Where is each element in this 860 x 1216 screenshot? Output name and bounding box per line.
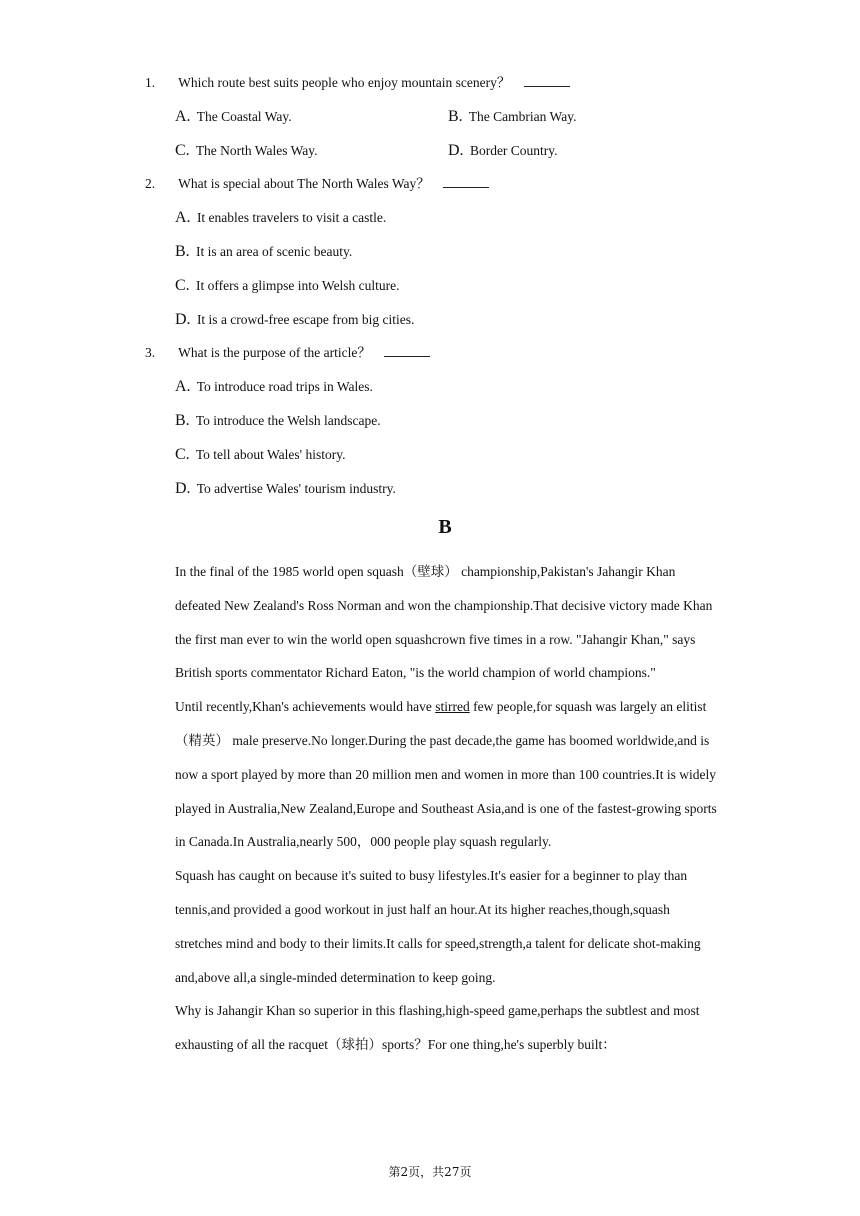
option-text: To introduce road trips in Wales. bbox=[196, 379, 373, 394]
section-title: B bbox=[438, 516, 452, 538]
option-text: It enables travelers to visit a castle. bbox=[196, 210, 387, 225]
option-2b bbox=[175, 243, 352, 261]
question-text: Which route best suits people who enjoy mountain scenery？ bbox=[178, 75, 511, 90]
option-letter: D. bbox=[175, 311, 191, 328]
question-text: What is special about The North Wales Way？ bbox=[178, 176, 430, 191]
option-letter: D. bbox=[175, 480, 191, 497]
option-3c bbox=[175, 446, 345, 464]
answer-blank bbox=[524, 74, 570, 87]
question-text: What is the purpose of the article？ bbox=[178, 345, 371, 360]
question-number: 3. bbox=[145, 345, 156, 360]
option-1d bbox=[448, 142, 558, 160]
option-letter: A. bbox=[175, 209, 191, 226]
option-3b bbox=[175, 412, 381, 430]
option-text: Border Country. bbox=[469, 143, 558, 158]
option-1b bbox=[448, 108, 576, 126]
question-1 bbox=[145, 74, 570, 92]
option-text: It is an area of scenic beauty. bbox=[196, 244, 353, 259]
option-2c bbox=[175, 277, 400, 295]
option-text: The Coastal Way. bbox=[196, 109, 292, 124]
option-letter: C. bbox=[175, 446, 190, 463]
option-3a bbox=[175, 378, 373, 396]
passage-paragraph-4: Why is Jahangir Khan so superior in this flashing,high-speed game,perhaps the subtlest and most exhausting of all the racquet（球拍）sports？For one thing,he's superbly built： bbox=[175, 1003, 700, 1053]
option-letter: B. bbox=[175, 412, 190, 429]
option-2d bbox=[175, 311, 414, 329]
option-text: It offers a glimpse into Welsh culture. bbox=[196, 278, 400, 293]
answer-blank bbox=[384, 344, 430, 357]
question-number: 1. bbox=[145, 75, 156, 90]
option-letter: A. bbox=[175, 378, 191, 395]
option-text: The Cambrian Way. bbox=[468, 109, 577, 124]
option-letter: C. bbox=[175, 277, 190, 294]
question-number: 2. bbox=[145, 176, 156, 191]
option-1c bbox=[175, 142, 317, 160]
option-letter: A. bbox=[175, 108, 191, 125]
page-footer: 第2页，共27页 bbox=[388, 1165, 472, 1179]
answer-blank bbox=[443, 175, 489, 188]
option-letter: D. bbox=[448, 142, 464, 159]
option-text: It is a crowd-free escape from big cities. bbox=[196, 312, 415, 327]
option-2a bbox=[175, 209, 386, 227]
paragraph-text: Until recently,Khan's achievements would have bbox=[175, 699, 436, 715]
option-letter: B. bbox=[448, 108, 463, 125]
passage-paragraph-1: In the final of the 1985 world open squash（壁球） championship,Pakistan's Jahangir Khan defeated New Zealand's Ross Norman and won the championship.That decisive victory made Khan the first man ever to win the world open squashcrown five times in a row. "Jahangir Khan," says British sports commentator Richard Eaton, "is the world champion of world champions." bbox=[175, 564, 713, 681]
option-letter: C. bbox=[175, 142, 190, 159]
option-3d bbox=[175, 480, 396, 498]
option-1a bbox=[175, 108, 292, 126]
underlined-word: stirred bbox=[435, 699, 470, 715]
option-text: To tell about Wales' history. bbox=[195, 447, 346, 462]
passage-paragraph-2 bbox=[175, 690, 720, 859]
passage-paragraph-3: Squash has caught on because it's suited to busy lifestyles.It's easier for a beginner to play than tennis,and provided a good workout in just half an hour.At its higher reaches,though,squash stretches mind and body to their limits.It calls for speed,strength,a talent for delicate shot-making and,above all,a single-minded determination to keep going. bbox=[175, 868, 701, 985]
question-3 bbox=[145, 344, 430, 362]
paragraph-text: few people,for squash was largely an elitist（精英） male preserve.No longer.During the past decade,the game has boomed worldwide,and is now a sport played by more than 20 million men and women in more than 100 countries.It is widely played in Australia,New Zealand,Europe and Southeast Asia,and is one of the fastest-growing sports in Canada.In Australia,nearly 500，000 people play squash regularly. bbox=[175, 699, 717, 850]
reading-passage bbox=[175, 555, 720, 1062]
option-letter: B. bbox=[175, 243, 190, 260]
option-text: To introduce the Welsh landscape. bbox=[195, 413, 381, 428]
option-text: To advertise Wales' tourism industry. bbox=[196, 481, 396, 496]
option-text: The North Wales Way. bbox=[195, 143, 318, 158]
question-2 bbox=[145, 175, 489, 193]
